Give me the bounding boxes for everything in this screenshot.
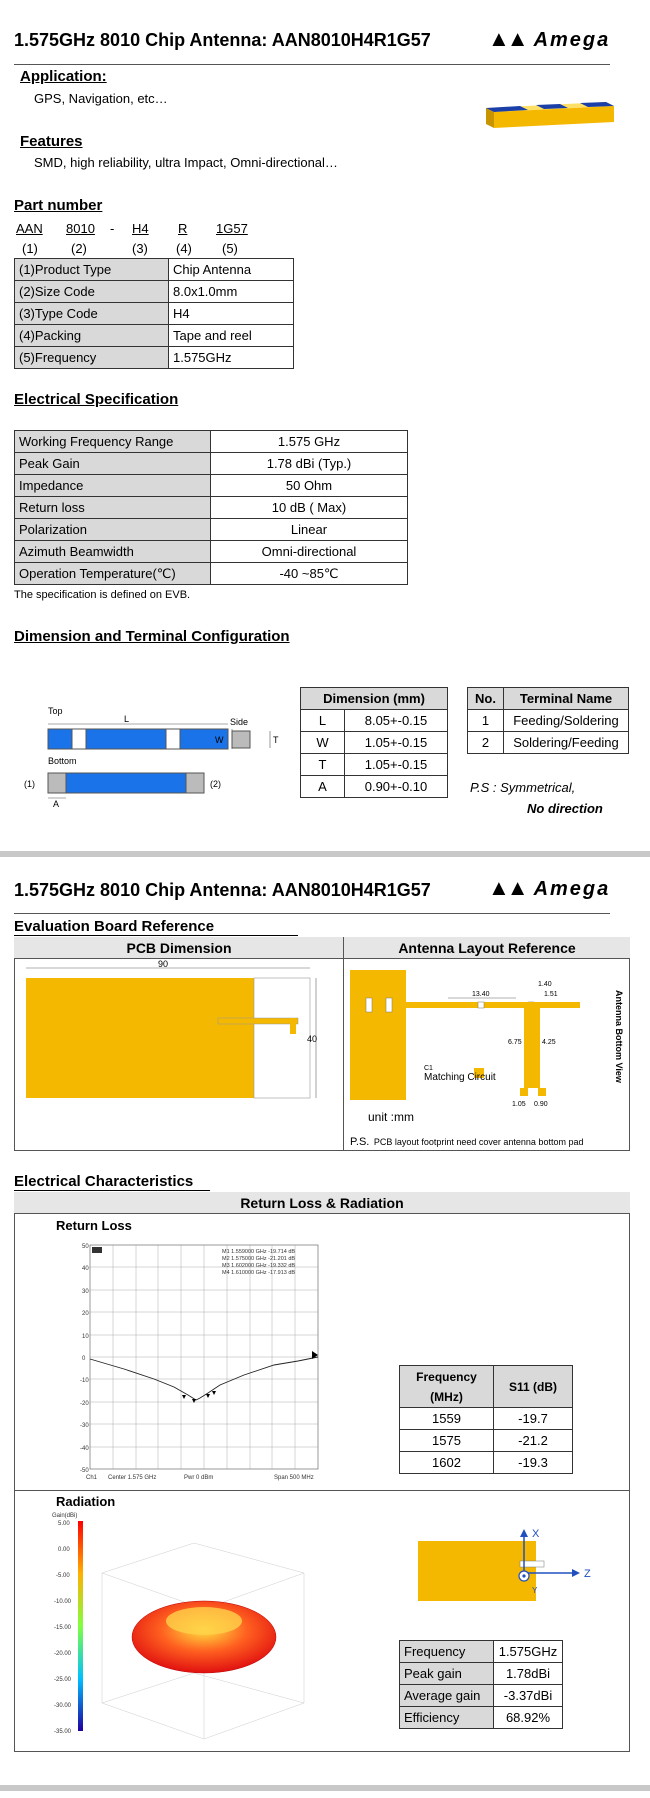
y-tick-label: -30 xyxy=(80,1423,89,1429)
page-title: 1.575GHz 8010 Chip Antenna: AAN8010H4R1G57 xyxy=(14,30,431,50)
y-tick-label: -20 xyxy=(80,1401,89,1407)
gain-table xyxy=(399,1640,563,1729)
return-loss-plot xyxy=(80,1244,326,1485)
layout-cc-label: C1 xyxy=(424,1065,433,1072)
layout-len-140: 1.40 xyxy=(538,981,552,988)
application-text: GPS, Navigation, etc… xyxy=(34,91,168,106)
table-row xyxy=(400,1430,573,1452)
unit-label: unit :mm xyxy=(368,1110,415,1124)
gain-value: 68.92% xyxy=(494,1707,563,1729)
part-field-label: (5)Frequency xyxy=(15,347,169,369)
return-loss-label: Return Loss xyxy=(56,1218,132,1233)
part-field-value: Tape and reel xyxy=(169,325,294,347)
dim-t-label: T xyxy=(273,735,279,745)
gain-scale-label: -5.00 xyxy=(56,1573,70,1579)
layout-ground-plane xyxy=(350,970,406,1100)
y-tick-label: 0 xyxy=(82,1356,86,1362)
gain-label: Efficiency xyxy=(400,1707,494,1729)
table-row xyxy=(15,541,408,563)
s11-value: -19.3 xyxy=(494,1452,573,1474)
table-row xyxy=(400,1366,573,1408)
gain-label: Frequency xyxy=(400,1641,494,1663)
antenna-bottom-view-label: Antenna Bottom View xyxy=(614,990,624,1083)
electrical-spec-heading: Electrical Specification xyxy=(14,391,179,408)
s11-freq: 1575 xyxy=(400,1430,494,1452)
pcb-ground-plane xyxy=(26,978,254,1098)
radiation-pattern-plot xyxy=(44,1513,334,1745)
pcb-dimension-drawing xyxy=(20,960,340,1110)
table-row xyxy=(400,1685,563,1707)
spec-value: 1.78 dBi (Typ.) xyxy=(211,453,408,475)
part-code-size: 8010 xyxy=(66,221,95,236)
ps-symmetrical: P.S : Symmetrical, xyxy=(470,780,576,795)
logo-mark-icon: ▲▲ xyxy=(488,875,526,900)
gain-value: -3.37dBi xyxy=(494,1685,563,1707)
terminal-2-label: (2) xyxy=(210,779,221,789)
table-row xyxy=(15,303,294,325)
layout-len-425: 4.25 xyxy=(542,1039,556,1046)
gain-scale-label: -35.00 xyxy=(54,1729,72,1735)
table-row xyxy=(301,776,448,798)
title-divider xyxy=(14,64,610,65)
layout-len-105: 1.05 xyxy=(512,1101,526,1108)
s11-freq: 1602 xyxy=(400,1452,494,1474)
dim-value: 1.05+-0.15 xyxy=(345,732,448,754)
table-row xyxy=(301,732,448,754)
logo-mark-icon: ▲▲ xyxy=(488,26,526,51)
gain-scale-label: -20.00 xyxy=(54,1651,72,1657)
table-row xyxy=(15,497,408,519)
spec-label: Operation Temperature(℃) xyxy=(15,563,211,585)
plot-format-badge xyxy=(92,1247,102,1253)
table-row xyxy=(468,688,629,710)
plot-footer-span: Span 500 MHz xyxy=(274,1475,314,1481)
layout-len-675: 6.75 xyxy=(508,1039,522,1046)
table-row xyxy=(15,347,294,369)
y-tick-label: -50 xyxy=(80,1468,89,1474)
matching-circuit-label: Matching Circuit xyxy=(424,1072,496,1083)
layout-feed-line xyxy=(400,1002,580,1008)
amega-logo: ▲▲ Amega xyxy=(488,26,611,51)
part-index-5: (5) xyxy=(222,241,238,256)
dim-symbol: T xyxy=(301,754,345,776)
axis-z-label: Z xyxy=(584,1568,591,1580)
table-row xyxy=(15,431,408,453)
part-number-table xyxy=(14,258,294,369)
top-view-pad xyxy=(166,729,180,749)
electrical-spec-table xyxy=(14,430,408,585)
spec-label: Return loss xyxy=(15,497,211,519)
gain-scale-label: 5.00 xyxy=(58,1521,70,1527)
gain-scale-label: -10.00 xyxy=(54,1599,72,1605)
terminal-no: 1 xyxy=(468,710,504,732)
plot-footer-center: Center 1.575 GHz xyxy=(108,1475,157,1481)
y-tick-label: 20 xyxy=(82,1311,89,1317)
table-row xyxy=(15,259,294,281)
dimension-heading: Dimension and Terminal Configuration xyxy=(14,628,290,645)
spec-label: Working Frequency Range xyxy=(15,431,211,453)
gain-label: Average gain xyxy=(400,1685,494,1707)
gain-value: 1.78dBi xyxy=(494,1663,563,1685)
gain-value: 1.575GHz xyxy=(494,1641,563,1663)
table-row xyxy=(15,453,408,475)
title-divider xyxy=(14,913,610,914)
bottom-view-body xyxy=(48,773,204,793)
s11-value: -19.7 xyxy=(494,1408,573,1430)
part-field-value: 8.0x1.0mm xyxy=(169,281,294,303)
part-field-value: 1.575GHz xyxy=(169,347,294,369)
gain-scale-label: -30.00 xyxy=(54,1703,72,1709)
marker-readout: M2 1.575000 GHz -21.201 dB xyxy=(222,1256,296,1262)
axis-x-label: X xyxy=(532,1528,540,1540)
table-row xyxy=(15,519,408,541)
side-view-body xyxy=(232,731,250,748)
layout-len-090: 0.90 xyxy=(534,1101,548,1108)
application-heading: Application: xyxy=(20,68,107,85)
table-row xyxy=(400,1707,563,1729)
spec-value: 50 Ohm xyxy=(211,475,408,497)
marker-readout: M3 1.602000 GHz -19.332 dB xyxy=(222,1263,296,1269)
dim-value: 8.05+-0.15 xyxy=(345,710,448,732)
dim-symbol: W xyxy=(301,732,345,754)
spec-value: -40 ~85℃ xyxy=(211,563,408,585)
eval-board-heading: Evaluation Board Reference xyxy=(14,918,215,935)
spec-label: Peak Gain xyxy=(15,453,211,475)
part-index-4: (4) xyxy=(176,241,192,256)
table-row xyxy=(400,1408,573,1430)
gain-scale-label: 0.00 xyxy=(58,1547,70,1553)
part-field-value: H4 xyxy=(169,303,294,325)
layout-antenna-pad xyxy=(524,1002,540,1088)
pcb-length-label: 90 xyxy=(158,959,169,969)
chip-antenna-picture xyxy=(480,96,620,136)
orientation-diagram xyxy=(416,1527,596,1607)
table-row xyxy=(468,732,629,754)
spec-value: Omni-directional xyxy=(211,541,408,563)
radiation-label: Radiation xyxy=(56,1494,116,1509)
dim-w-label: W xyxy=(215,735,224,745)
terminal-no-header: No. xyxy=(468,688,504,710)
y-tick-label: 10 xyxy=(82,1334,89,1340)
electrical-char-underline xyxy=(14,1190,210,1191)
table-row xyxy=(468,710,629,732)
antenna-layout-drawing xyxy=(348,960,628,1125)
table-row xyxy=(15,563,408,585)
spec-value: 10 dB ( Max) xyxy=(211,497,408,519)
gain-scale-title: Gain(dBi) xyxy=(52,1513,78,1519)
pcb-dimension-header: PCB Dimension xyxy=(14,937,344,959)
s11-table xyxy=(399,1365,573,1474)
terminal-no: 2 xyxy=(468,732,504,754)
top-view-pad xyxy=(72,729,86,749)
gain-label: Peak gain xyxy=(400,1663,494,1685)
marker-readout: M4 1.610000 GHz -17.913 dB xyxy=(222,1270,296,1276)
s11-freq-header: Frequency (MHz) xyxy=(400,1366,494,1408)
part-code-type: H4 xyxy=(132,221,149,236)
page-break-bottom xyxy=(0,1785,650,1791)
part-index-2: (2) xyxy=(71,241,87,256)
plot-footer-pwr: Pwr 0 dBm xyxy=(184,1475,214,1481)
part-field-label: (3)Type Code xyxy=(15,303,169,325)
layout-len-1340: 13.40 xyxy=(472,991,490,998)
return-loss-radiation-header: Return Loss & Radiation xyxy=(14,1192,630,1214)
dim-value: 0.90+-0.10 xyxy=(345,776,448,798)
part-number-heading: Part number xyxy=(14,197,103,214)
spec-note: The specification is defined on EVB. xyxy=(14,589,191,601)
dim-a-label: A xyxy=(53,799,60,809)
amega-logo: ▲▲ Amega xyxy=(488,875,611,900)
plot-footer-ch: Ch1 xyxy=(86,1475,98,1481)
pcb-feed-line xyxy=(218,1018,298,1024)
part-code-dash: - xyxy=(110,221,115,236)
features-text: SMD, high reliability, ultra Impact, Omni-directional… xyxy=(34,155,338,170)
table-row xyxy=(15,475,408,497)
table-row xyxy=(400,1663,563,1685)
spec-label: Impedance xyxy=(15,475,211,497)
s11-freq: 1559 xyxy=(400,1408,494,1430)
spec-value: 1.575 GHz xyxy=(211,431,408,453)
page2-title: 1.575GHz 8010 Chip Antenna: AAN8010H4R1G57 xyxy=(14,880,431,900)
bottom-view-label: Bottom xyxy=(48,756,77,766)
orientation-board xyxy=(418,1541,536,1601)
eval-board-underline xyxy=(14,935,298,936)
part-index-1: (1) xyxy=(22,241,38,256)
side-view-label: Side xyxy=(230,717,249,727)
s11-value: -21.2 xyxy=(494,1430,573,1452)
terminal-name-header: Terminal Name xyxy=(504,688,629,710)
y-tick-label: 30 xyxy=(82,1289,89,1295)
table-row xyxy=(15,281,294,303)
row-divider xyxy=(14,1490,630,1491)
dim-symbol: A xyxy=(301,776,345,798)
part-field-label: (2)Size Code xyxy=(15,281,169,303)
dim-l-label: L xyxy=(124,714,130,724)
terminal-name: Feeding/Soldering xyxy=(504,710,629,732)
pcb-antenna-chip xyxy=(290,1018,296,1034)
dim-value: 1.05+-0.15 xyxy=(345,754,448,776)
layout-ps-note: P.S. PCB layout footprint need cover antenna bottom pad xyxy=(350,1136,584,1148)
eval-board-divider xyxy=(343,937,344,1151)
terminal-table xyxy=(467,687,629,754)
part-code-frequency: 1G57 xyxy=(216,221,248,236)
top-view-label: Top xyxy=(48,706,63,716)
pcb-width-label: 40 xyxy=(307,1034,318,1044)
y-tick-label: 40 xyxy=(82,1266,89,1272)
part-code-aan: AAN xyxy=(16,221,43,236)
table-row xyxy=(400,1641,563,1663)
y-tick-label: -40 xyxy=(80,1446,89,1452)
part-code-packing: R xyxy=(178,221,188,236)
table-row xyxy=(301,754,448,776)
s11-value-header: S11 (dB) xyxy=(494,1366,573,1408)
terminal-1-label: (1) xyxy=(24,779,35,789)
table-row xyxy=(301,688,448,710)
y-tick-label: -10 xyxy=(80,1378,89,1384)
part-field-label: (4)Packing xyxy=(15,325,169,347)
gain-color-scale xyxy=(78,1521,83,1731)
part-field-value: Chip Antenna xyxy=(169,259,294,281)
pcb-clearance-area xyxy=(254,978,310,1098)
terminal-name: Soldering/Feeding xyxy=(504,732,629,754)
antenna-layout-header: Antenna Layout Reference xyxy=(343,937,630,959)
spec-value: Linear xyxy=(211,519,408,541)
gain-scale-labels xyxy=(54,1521,72,1735)
gain-scale-label: -25.00 xyxy=(54,1677,72,1683)
dimension-table xyxy=(300,687,448,798)
table-row xyxy=(400,1452,573,1474)
spec-label: Azimuth Beamwidth xyxy=(15,541,211,563)
bottom-view-terminal xyxy=(48,773,66,793)
axis-y-label: Y xyxy=(532,1586,538,1595)
y-tick-label: 50 xyxy=(82,1244,89,1250)
dimension-drawing xyxy=(20,700,290,810)
electrical-char-heading: Electrical Characteristics xyxy=(14,1173,194,1190)
table-row xyxy=(15,325,294,347)
spec-label: Polarization xyxy=(15,519,211,541)
part-index-3: (3) xyxy=(132,241,148,256)
features-heading: Features xyxy=(20,133,83,150)
ps-no-direction: No direction xyxy=(527,801,603,816)
table-row xyxy=(301,710,448,732)
part-field-label: (1)Product Type xyxy=(15,259,169,281)
dim-symbol: L xyxy=(301,710,345,732)
layout-len-151: 1.51 xyxy=(544,991,558,998)
marker-readout: M1 1.559000 GHz -19.714 dB xyxy=(222,1249,296,1255)
dimension-table-header: Dimension (mm) xyxy=(301,688,448,710)
gain-scale-label: -15.00 xyxy=(54,1625,72,1631)
bottom-view-terminal xyxy=(186,773,204,793)
page-break xyxy=(0,851,650,857)
